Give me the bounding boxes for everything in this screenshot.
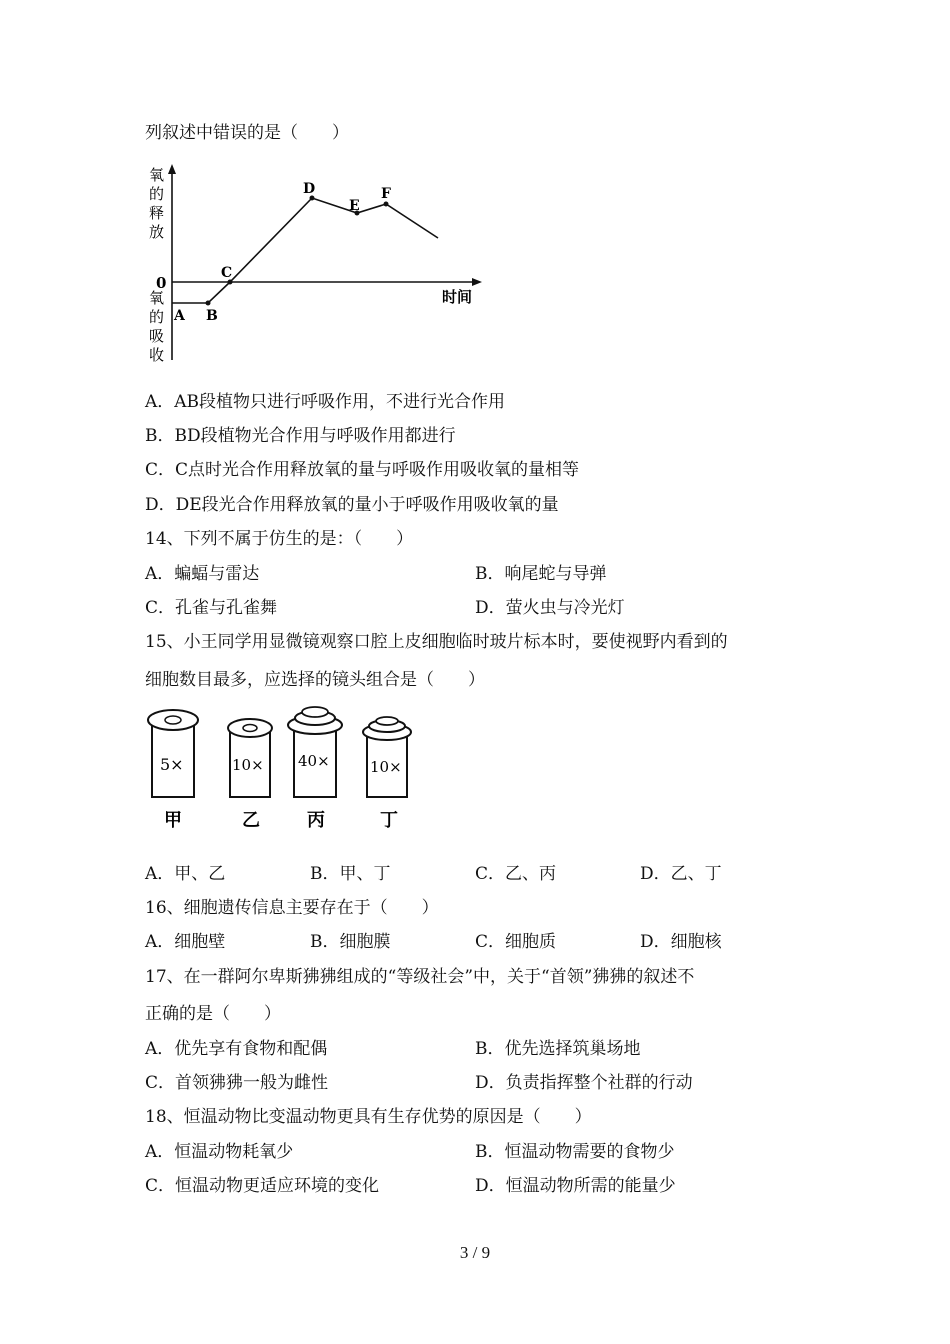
q16-option-c: C．细胞质 <box>475 932 557 952</box>
q15-stem-line1: 15、小王同学用显微镜观察口腔上皮细胞临时玻片标本时，要使视野内看到的 <box>145 632 728 652</box>
q14-option-c: C．孔雀与孔雀舞 <box>145 598 278 618</box>
lens-bing-label: 丙 <box>307 810 325 831</box>
lens-figure <box>140 700 440 835</box>
lens-bing-mag: 40× <box>298 752 330 770</box>
q15-stem-line2: 细胞数目最多，应选择的镜头组合是（ ） <box>145 670 485 690</box>
x-axis-label: 时间 <box>442 288 473 306</box>
q13-option-b: B．BD段植物光合作用与呼吸作用都进行 <box>145 426 456 446</box>
y-bottom-label-3: 吸 <box>149 327 165 345</box>
q13-option-c: C．C点时光合作用释放氧的量与呼吸作用吸收氧的量相等 <box>145 460 580 480</box>
lens-ding-mag: 10× <box>370 758 402 776</box>
y-bottom-label-4: 收 <box>149 346 165 364</box>
y-top-label-1: 氧 <box>149 166 165 184</box>
q16-option-d: D．细胞核 <box>640 932 722 952</box>
q17-stem-line2: 正确的是（ ） <box>145 1004 281 1024</box>
lens-jia-mag: 5× <box>160 755 184 774</box>
x-axis-arrow <box>472 278 482 286</box>
y-bottom-label-1: 氧 <box>149 289 165 307</box>
q18-stem: 18、恒温动物比变温动物更具有生存优势的原因是（ ） <box>145 1107 592 1127</box>
q18-option-b: B．恒温动物需要的食物少 <box>475 1142 675 1162</box>
q14-option-a: A．蝙蝠与雷达 <box>145 564 260 584</box>
zero-label: 0 <box>156 274 167 292</box>
y-top-label-2: 的 <box>149 185 165 203</box>
lens-jia <box>148 710 198 831</box>
lens-yi-mag: 10× <box>232 756 264 774</box>
q18-option-c: C．恒温动物更适应环境的变化 <box>145 1176 380 1196</box>
q17-option-d: D．负责指挥整个社群的行动 <box>475 1073 693 1093</box>
lens-jia-label: 甲 <box>164 810 182 831</box>
q16-option-a: A．细胞壁 <box>145 932 226 952</box>
q14-stem: 14、下列不属于仿生的是：（ ） <box>145 529 414 549</box>
y-top-label-3: 释 <box>149 204 165 222</box>
label-c: C <box>221 265 233 281</box>
label-f: F <box>381 186 391 202</box>
q13-option-d: D．DE段光合作用释放氧的量小于呼吸作用吸收氧的量 <box>145 495 559 515</box>
lens-yi <box>228 719 272 831</box>
lens-yi-label: 乙 <box>242 810 260 831</box>
q13-stem: 列叙述中错误的是（ ） <box>145 123 349 143</box>
q15-option-d: D．乙、丁 <box>640 864 722 884</box>
q15-option-a: A．甲、乙 <box>145 864 226 884</box>
lens-bing <box>288 707 342 831</box>
oxygen-curve <box>172 198 438 303</box>
q15-option-c: C．乙、丙 <box>475 864 557 884</box>
q16-option-b: B．细胞膜 <box>310 932 391 952</box>
q17-option-b: B．优先选择筑巢场地 <box>475 1039 641 1059</box>
page-number: 3 / 9 <box>459 1243 491 1262</box>
label-e: E <box>349 198 360 214</box>
q17-option-c: C．首领狒狒一般为雌性 <box>145 1073 329 1093</box>
q18-option-a: A．恒温动物耗氧少 <box>145 1142 294 1162</box>
label-b: B <box>206 308 218 324</box>
q18-option-d: D．恒温动物所需的能量少 <box>475 1176 676 1196</box>
y-bottom-label-2: 的 <box>149 308 165 326</box>
q17-option-a: A．优先享有食物和配偶 <box>145 1039 328 1059</box>
lens-ding <box>363 717 411 831</box>
y-top-label-4: 放 <box>149 223 165 241</box>
q13-option-a: A．AB段植物只进行呼吸作用，不进行光合作用 <box>145 392 506 412</box>
oxygen-graph <box>140 160 500 370</box>
point-b <box>206 301 211 306</box>
q14-option-d: D．萤火虫与冷光灯 <box>475 598 625 618</box>
y-axis-arrow <box>168 164 176 174</box>
q16-stem: 16、细胞遗传信息主要存在于（ ） <box>145 898 439 918</box>
point-f <box>384 202 389 207</box>
q15-option-b: B．甲、丁 <box>310 864 391 884</box>
lens-ding-label: 丁 <box>380 810 398 831</box>
q17-stem-line1: 17、在一群阿尔卑斯狒狒组成的“等级社会”中，关于“首领”狒狒的叙述不 <box>145 967 695 987</box>
q14-option-b: B．响尾蛇与导弹 <box>475 564 607 584</box>
label-d: D <box>303 181 316 197</box>
label-a: A <box>174 308 185 324</box>
